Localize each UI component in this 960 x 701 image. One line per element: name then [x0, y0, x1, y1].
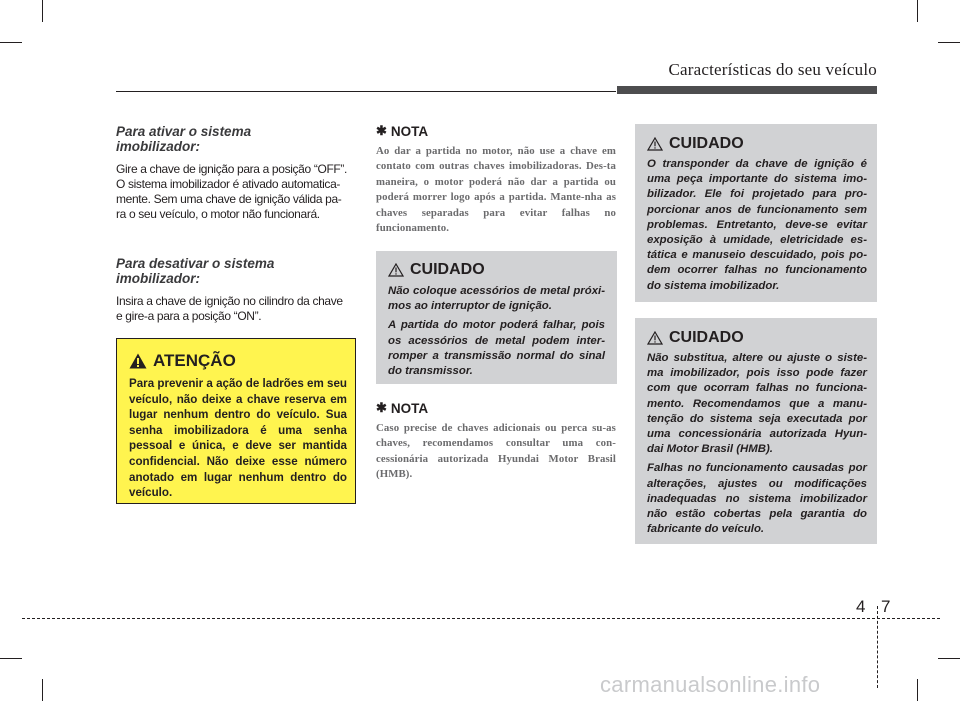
- caution-title-row: [647, 329, 867, 347]
- caution-title-row: [647, 135, 867, 153]
- section-heading: Para desativar o sistema imobilizador:: [116, 256, 275, 286]
- nota-block: [376, 400, 616, 483]
- nota-block: [376, 123, 616, 236]
- caution-body: O transponder da chave de ignição é uma peça importante do sistema imo-bilizador. Ele foi projetado para pro-porcionar anos de funcionamento sem problemas. Entretanto, deve-se evitar exposição à umidade, eletricidade es-tática e manuseio descuidado, pois po-dem ocorrer falhas no funcionamento do sistema imobilizador.: [647, 158, 867, 292]
- caution-title: CUIDADO: [669, 135, 744, 152]
- caution-triangle-icon: [388, 263, 404, 277]
- nota-title: NOTA: [390, 400, 429, 416]
- caution-triangle-icon: [647, 137, 663, 151]
- body-line: mente. Sem uma chave de ignição válida pa-: [116, 192, 342, 206]
- nota-body: Caso precise de chaves adicionais ou perca su-as chaves, recomendamos consultar uma con-cessionária autorizada Hyundai Motor Brasil (HMB).: [376, 422, 616, 481]
- caution-triangle-icon: [647, 331, 663, 345]
- body-line: ra o seu veículo, o motor não funcionará.: [116, 207, 320, 221]
- chapter-number: 4: [856, 597, 866, 616]
- crop-mark: [0, 42, 22, 43]
- section-activate: [116, 124, 358, 222]
- crop-mark: [42, 0, 43, 22]
- nota-body: Ao dar a partida no motor, não use a chave em contato com outras chaves imobilizadoras. Des-ta maneira, o motor poderá não dar a partida ou poderá morrer logo após a partida. Mante-nha as chaves separadas para evitar falhas no funcionamento.: [376, 145, 616, 235]
- section-body: [116, 294, 358, 324]
- nota-title-row: [376, 400, 616, 416]
- body-line: e gire-a para a posição “ON”.: [116, 309, 262, 323]
- section-body: [116, 162, 358, 222]
- crop-mark: [0, 658, 22, 659]
- footer-dashed-divider: [877, 606, 878, 688]
- crop-mark: [938, 658, 960, 659]
- nota-title: NOTA: [390, 123, 429, 139]
- caution-title: CUIDADO: [669, 329, 744, 346]
- crop-mark: [917, 0, 918, 22]
- warning-title-row: [129, 351, 236, 371]
- crop-mark: [938, 42, 960, 43]
- crop-mark: [42, 679, 43, 701]
- caution-body: Falhas no funcionamento causadas por alterações, ajustes ou modificações inadequadas no sistema imobilizador não estão cobertas pela garantia do fabricante do veículo.: [647, 462, 867, 536]
- caution-box: [635, 318, 877, 544]
- warning-box: [116, 338, 356, 504]
- body-line: Insira a chave de ignição no cilindro da chave: [116, 294, 343, 308]
- sparkle-cross-icon: ✱: [376, 123, 387, 138]
- caution-body: Não substitua, altere ou ajuste o siste-ma imobilizador, pois isso pode fazer com que ocorram falhas no funciona-mento. Recomendamos que a manu-tenção do sistema seja executada por uma concessionária autorizada Hyun-dai Motor Brasil (HMB).: [647, 352, 867, 456]
- sparkle-cross-icon: ✱: [376, 400, 387, 415]
- caution-box: [376, 251, 617, 384]
- caution-body: A partida do motor poderá falhar, pois os acessórios de metal podem inter-romper a transmissão normal do sinal do transmissor.: [388, 319, 605, 378]
- warning-title: ATENÇÃO: [153, 351, 236, 370]
- body-line: Gire a chave de ignição para a posição “OFF”.: [116, 162, 348, 176]
- section-deactivate: [116, 256, 358, 324]
- warning-body: Para prevenir a ação de ladrões em seu veículo, não deixe a chave reserva em lugar nenhum dentro do veículo. Sua senha imobilizadora é uma senha pessoal e única, e deve ser mantida confidencial. Não deixe esse número anotado em lugar nenhum dentro do veículo.: [129, 377, 347, 500]
- header-rule-thick: [617, 86, 877, 94]
- caution-body: Não coloque acessórios de metal próxi-mos ao interruptor de ignição.: [388, 285, 605, 313]
- watermark: carmanualsonline.info: [600, 672, 821, 697]
- footer-dashed-rule: [22, 618, 940, 619]
- page-number: 7: [881, 597, 891, 616]
- header-rule: [116, 91, 616, 92]
- page-header-title: Características do seu veículo: [668, 60, 877, 79]
- caution-box: [635, 124, 877, 302]
- nota-title-row: [376, 123, 616, 139]
- section-heading: Para ativar o sistema imobilizador:: [116, 124, 252, 154]
- caution-title-row: [388, 261, 605, 279]
- body-line: O sistema imobilizador é ativado automatica-: [116, 177, 341, 191]
- caution-title: CUIDADO: [410, 261, 485, 278]
- warning-triangle-icon: [129, 353, 147, 369]
- crop-mark: [917, 679, 918, 701]
